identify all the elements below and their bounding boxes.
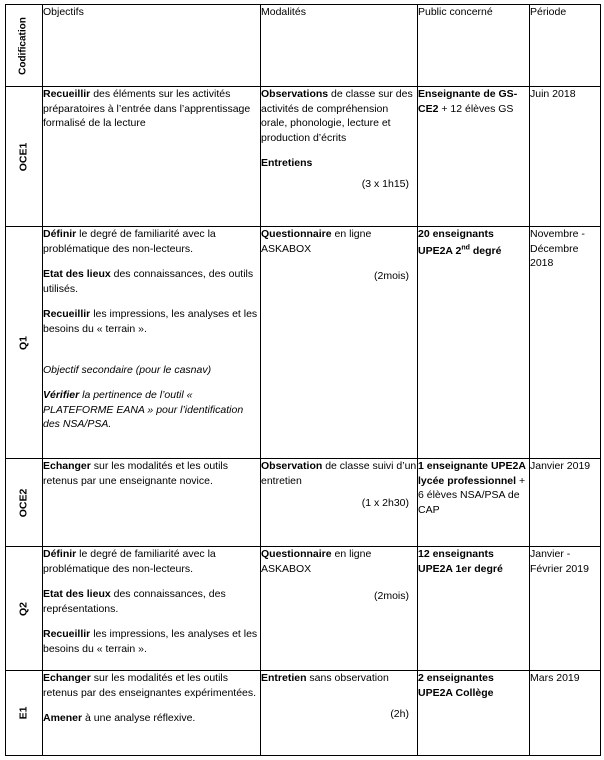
public-bold-2: degré [469, 245, 502, 258]
mod-text: en ligne ASKABOX [261, 548, 372, 575]
obj-text: le degré de familiarité avec la problématique des non-lecteurs. [43, 548, 216, 575]
modalites-cell [261, 671, 418, 756]
mod-duration: (1 x 2h30) [361, 497, 409, 510]
obj-keyword: Etat des lieux [43, 268, 111, 281]
modalites-cell [261, 459, 418, 547]
public-cell [418, 227, 530, 459]
header-public: Public concerné [418, 5, 530, 87]
row-code: Q1 [17, 335, 30, 350]
table-row-q1 [6, 227, 601, 459]
public-cell [418, 671, 530, 756]
obj-text: des connaissances, des outils utilisés. [43, 268, 254, 295]
public-bold: Enseignante de GS-CE2 [418, 88, 518, 115]
public-bold: 1 enseignante UPE2A lycée professionnel [418, 460, 526, 487]
mod-keyword: Observations [261, 88, 329, 100]
obj-text: à une analyse réflexive. [82, 712, 196, 725]
header-periode: Période [530, 5, 601, 87]
modalites-cell [261, 547, 418, 671]
obj-keyword: Etat des lieux [43, 588, 111, 601]
mod-keyword: Questionnaire [261, 228, 332, 240]
table-row-oce2 [6, 459, 601, 547]
mod-text: de classe suivi d’un entretien [261, 460, 417, 487]
public-cell [418, 459, 530, 547]
obj-text: la pertinence de l’outil « PLATEFORME EANA » pour l’identification des NSA/PSA. [43, 389, 244, 431]
obj-keyword: Recueillir [43, 308, 91, 321]
planning-table [5, 4, 601, 756]
obj-text: sur les modalités et les outils retenus par des enseignantes expérimentées. [43, 672, 257, 699]
objectifs-cell [43, 87, 261, 227]
code-cell [6, 87, 43, 227]
code-cell [6, 227, 43, 459]
header-modalites: Modalités [261, 5, 418, 87]
public-cell [418, 87, 530, 227]
periode-cell: Mars 2019 [530, 671, 601, 756]
mod-duration: (2mois) [373, 270, 409, 283]
table-row-e1 [6, 671, 601, 756]
public-text: + 12 élèves GS [438, 102, 514, 115]
obj-text: des éléments sur les activités préparatoires à l’entrée dans l’apprentissage formalisé de la lecture [43, 88, 251, 130]
periode-cell: Juin 2018 [530, 87, 601, 227]
obj-secondary-title: Objectif secondaire (pour le casnav) [43, 363, 212, 376]
row-code: E1 [17, 706, 30, 720]
code-cell [6, 547, 43, 671]
mod-text: en ligne ASKABOX [261, 228, 372, 255]
code-cell [6, 671, 43, 756]
objectifs-cell [43, 547, 261, 671]
obj-keyword: Recueillir [43, 88, 91, 100]
periode-cell: Novembre - Décembre 2018 [530, 227, 601, 459]
periode-cell: Janvier 2019 [530, 459, 601, 547]
modalites-cell [261, 227, 418, 459]
table-row-oce1 [6, 87, 601, 227]
mod-duration: (2mois) [373, 590, 409, 603]
modalites-cell [261, 87, 418, 227]
obj-text: les impressions, les analyses et les besoins du « terrain ». [43, 628, 258, 655]
obj-keyword: Définir [43, 228, 77, 240]
periode-cell: Janvier - Février 2019 [530, 547, 601, 671]
public-text: + 6 élèves NSA/PSA de CAP [418, 474, 526, 516]
mod-keyword: Entretien [261, 672, 307, 684]
mod-duration: (2h) [390, 707, 409, 720]
header-row [6, 5, 601, 87]
row-code: OCE1 [17, 142, 30, 171]
public-cell [418, 547, 530, 671]
obj-text: sur les modalités et les outils retenus par une enseignante novice. [43, 460, 229, 487]
mod-keyword: Entretiens [261, 157, 313, 170]
obj-text: des connaissances, des représentations. [43, 588, 226, 615]
obj-keyword: Recueillir [43, 628, 91, 641]
objectifs-cell [43, 227, 261, 459]
public-bold: 12 enseignants UPE2A 1er degré [418, 548, 503, 575]
public-bold: 20 enseignants UPE2A 2 [418, 228, 494, 258]
table-row-q2 [6, 547, 601, 671]
mod-text: sans observation [306, 672, 389, 684]
public-bold: 2 enseignantes UPE2A Collège [418, 672, 494, 699]
obj-keyword: Définir [43, 548, 77, 560]
header-codification-label: Codification [17, 16, 29, 75]
public-sup: nd [461, 244, 470, 252]
obj-text: les impressions, les analyses et les besoins du « terrain ». [43, 308, 258, 335]
header-codification [6, 5, 43, 87]
code-cell [6, 459, 43, 547]
header-objectifs: Objectifs [43, 5, 261, 87]
mod-duration: (3 x 1h15) [361, 177, 409, 190]
row-code: Q2 [17, 601, 30, 616]
obj-keyword: Amener [43, 712, 83, 725]
obj-text: le degré de familiarité avec la problématique des non-lecteurs. [43, 228, 216, 255]
obj-keyword: Vérifier [43, 389, 80, 402]
objectifs-cell [43, 459, 261, 547]
mod-keyword: Observation [261, 460, 323, 472]
obj-keyword: Echanger [43, 672, 91, 684]
row-code: OCE2 [17, 488, 30, 517]
objectifs-cell [43, 671, 261, 756]
mod-keyword: Questionnaire [261, 548, 332, 560]
obj-keyword: Echanger [43, 460, 91, 472]
mod-text: de classe sur des activités de compréhension orale, phonologie, lecture et production d’écrits [261, 88, 413, 144]
